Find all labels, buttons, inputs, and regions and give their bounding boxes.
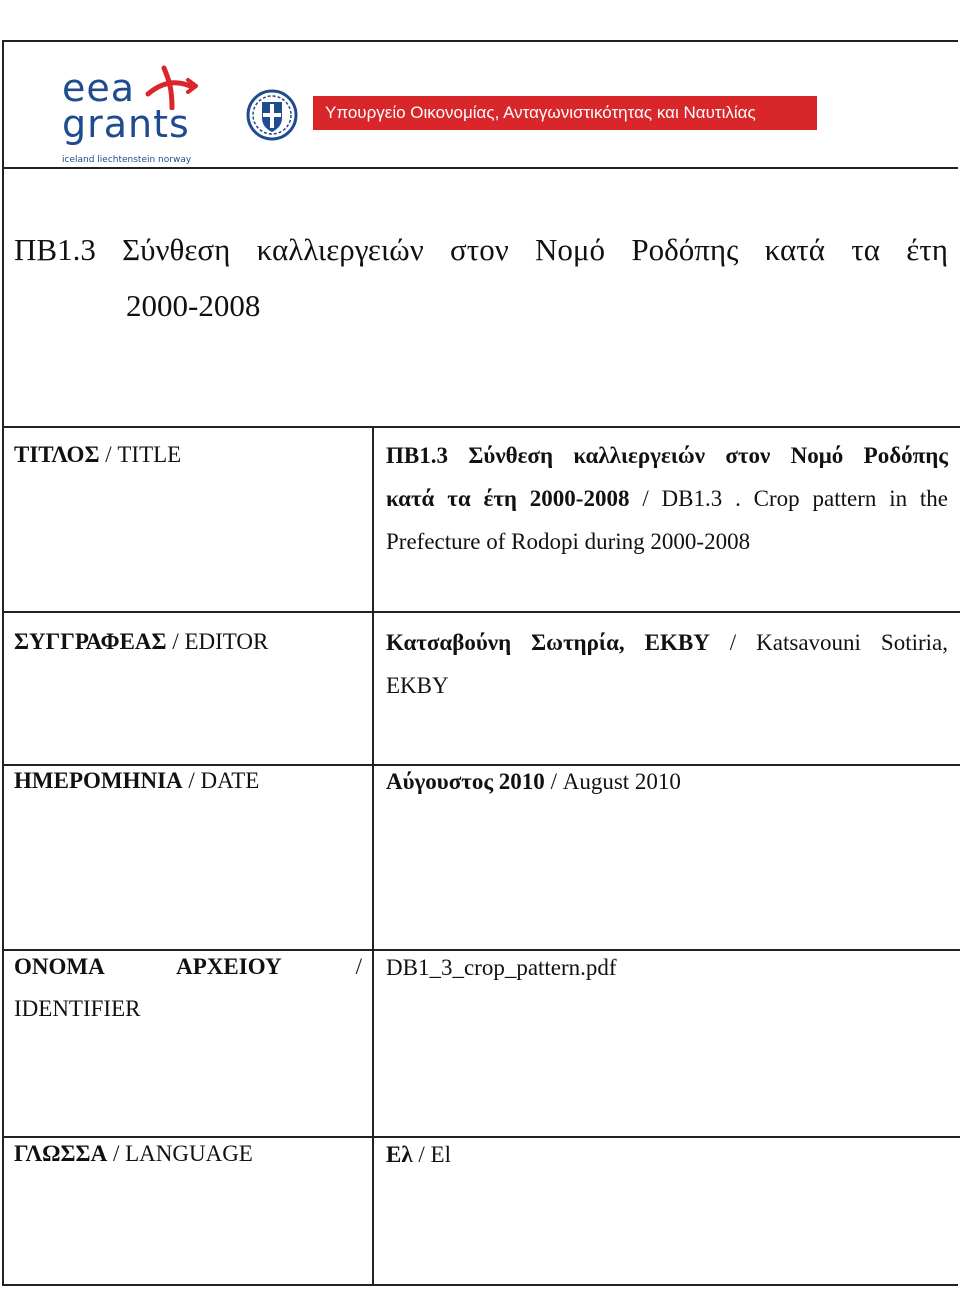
logo-countries: iceland liechtenstein norway bbox=[62, 155, 192, 165]
language-label-english: / LANGUAGE bbox=[107, 1141, 253, 1166]
language-label-greek: ΓΛΩΣΣΑ bbox=[14, 1141, 108, 1166]
editor-value-line1 bbox=[386, 621, 948, 664]
title-divider bbox=[2, 426, 960, 428]
identifier-value: DB1_3_crop_pattern.pdf bbox=[386, 955, 617, 980]
identifier-label bbox=[14, 946, 362, 1030]
title-label-english: / TITLE bbox=[99, 442, 182, 467]
title-label-greek: ΤΙΤΛΟΣ bbox=[14, 442, 100, 467]
language-value bbox=[386, 1133, 948, 1176]
ministry-banner: Υπουργείο Οικονομίας, Ανταγωνιστικότητας και Ναυτιλίας bbox=[313, 96, 817, 130]
title-value-greek-line2: κατά τα έτη 2000-2008 bbox=[386, 486, 630, 511]
editor-label-greek: ΣΥΓΓΡΑΦΕΑΣ bbox=[14, 629, 167, 654]
logo-word-grants: grants bbox=[62, 102, 190, 146]
date-label-greek: ΗΜΕΡΟΜΗΝΙΑ bbox=[14, 768, 183, 793]
date-value-greek: Αύγουστος 2010 bbox=[386, 769, 545, 794]
editor-label-english: / EDITOR bbox=[166, 629, 269, 654]
identifier-label-slash: / bbox=[281, 954, 362, 979]
language-label bbox=[14, 1133, 253, 1175]
title-value bbox=[386, 434, 948, 563]
title-value-english-line3: Prefecture of Rodopi during 2000-2008 bbox=[386, 529, 751, 554]
identifier-label-english: IDENTIFIER bbox=[14, 996, 141, 1021]
date-value-english: / August 2010 bbox=[544, 769, 681, 794]
editor-label bbox=[14, 621, 268, 663]
page-title: ΠΒ1.3 Σύνθεση καλλιεργειών στον Νομό Ροδόπης κατά τα έτη bbox=[14, 232, 948, 267]
date-label-english: / DATE bbox=[182, 768, 260, 793]
language-value-english: / El bbox=[412, 1142, 451, 1167]
title-value-english-start: / DB1.3 . Crop pattern in the bbox=[629, 486, 949, 511]
editor-value bbox=[386, 621, 948, 707]
editor-value-greek: Κατσαβούνη Σωτηρία, ΕΚΒΥ bbox=[386, 630, 710, 655]
date-value bbox=[386, 760, 948, 803]
editor-value-line2: EKBY bbox=[386, 673, 449, 698]
column-divider bbox=[372, 426, 374, 1286]
title-value-line2 bbox=[386, 477, 948, 520]
date-label bbox=[14, 760, 259, 802]
identifier-label-greek: ΟΝΟΜΑ ΑΡΧΕΙΟΥ bbox=[14, 954, 282, 979]
greek-coat-of-arms-icon bbox=[246, 88, 298, 142]
title-label bbox=[14, 434, 181, 476]
logo-word-eea: eea bbox=[62, 66, 136, 110]
language-value-greek: Ελ bbox=[386, 1142, 413, 1167]
eea-grants-logo bbox=[62, 62, 202, 170]
row-divider-editor bbox=[2, 611, 960, 613]
identifier-label-line1 bbox=[14, 946, 362, 988]
page-title-years: 2000-2008 bbox=[126, 288, 261, 323]
title-value-greek-line1: ΠΒ1.3 Σύνθεση καλλιεργειών στον Νομό Ροδόπης bbox=[386, 443, 948, 468]
editor-value-english: / Katsavouni Sotiria, bbox=[709, 630, 948, 655]
eea-grants-cross-mark-icon bbox=[142, 64, 200, 110]
